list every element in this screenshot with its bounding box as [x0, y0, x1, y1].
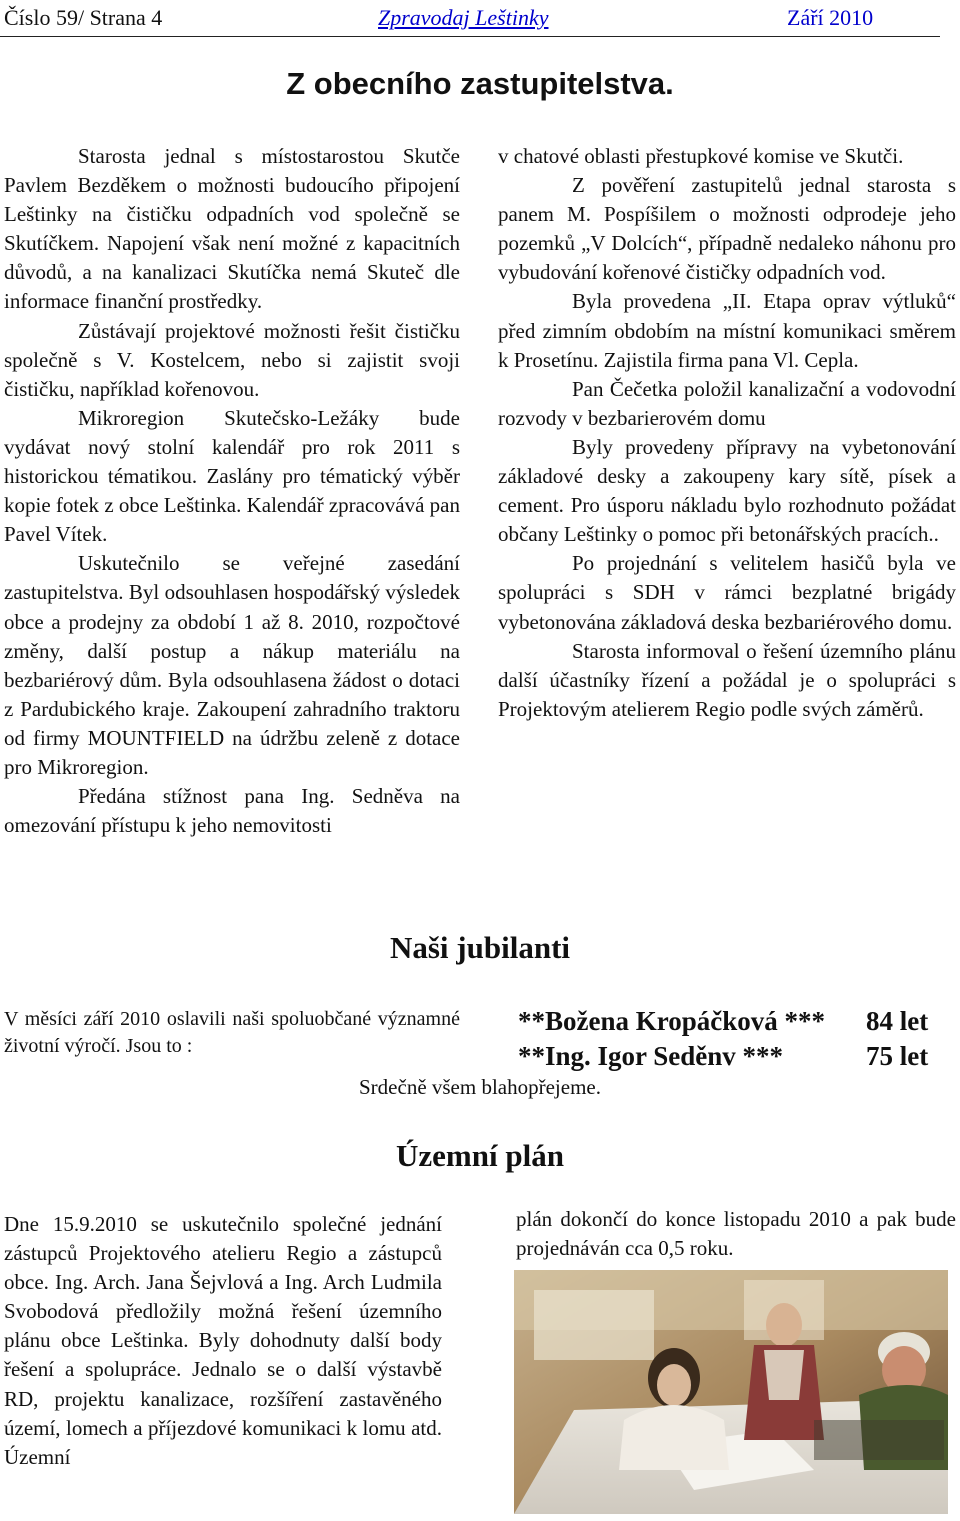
paragraph: Starosta informoval o řešení územního plánu další účastníky řízení a požádal je o spolupráci s Projektovým atelierem Regio podle svých záměrů. — [498, 638, 956, 721]
council-right-column — [498, 142, 956, 724]
section-title-council: Z obecního zastupitelstva. — [286, 66, 674, 101]
jubilant-age-2: 75 let — [866, 1041, 929, 1071]
paragraph: Starosta jednal s místostarostou Skutče Pavlem Bezděkem o možnosti budoucího připojení Leštinky na čističku odpadních vod společně se Skutíčkem. Napojení však není možné z kapacitních důvodů, a na kanalizaci Skutíčka nemá Skuteč dle informace finanční prostředky. — [4, 144, 460, 314]
page-header — [0, 0, 940, 37]
jubilant-name-2: **Ing. Igor Seděnv *** — [518, 1041, 784, 1071]
paragraph: Předána stížnost pana Ing. Sedněva na omezování přístupu k jeho nemovitosti — [4, 784, 460, 838]
newsletter-title[interactable]: Zpravodaj Leštinky — [378, 5, 549, 30]
jubilants-intro: V měsíci září 2010 oslavili naši spoluobčané významné životní výročí. Jsou to : — [4, 1008, 460, 1057]
council-left-column — [4, 142, 460, 840]
zoning-left-column — [4, 1210, 442, 1472]
paragraph: Dne 15.9.2010 se uskutečnilo společné jednání zástupců Projektového atelieru Regio a zástupců obce. Ing. Arch. Jana Šejvlová a Ing. Arch Ludmila Svobodová předložily možná řešení územního plánu obce Leštinka. Byly dohodnuty další body řešení a spolupráce. Jednalo se o další výstavbě RD, projektu kanalizace, rozšíření zastavěného území, lomech a příjezdové komunikaci k lomu atd. Územní — [4, 1212, 442, 1469]
paragraph: Byla provedena „II. Etapa oprav výtluků“ před zimním obdobím na místní komunikaci směrem k Prosetínu. Zajistila firma pana Vl. Cepla. — [498, 289, 956, 372]
paragraph: Byly provedeny přípravy na vybetonování základové desky a zakoupeny kary sítě, písek a cement. Pro úsporu nákladu bylo rozhodnuto požádat občany Leštinky o pomoc při betonářských pracích.. — [498, 434, 956, 547]
paragraph: Z pověření zastupitelů jednal starosta s panem M. Pospíšilem o možnosti odprodeje jeho pozemků „V Dolcích“, případně nedaleko náhonu pro vybudování kořenové čističky odpadních vod. — [498, 173, 956, 285]
congratulations: Srdečně všem blahopřejeme. — [359, 1075, 601, 1099]
zoning-right-column — [516, 1205, 956, 1263]
issue-date: Září 2010 — [787, 5, 874, 30]
section-title-jubilants: Naši jubilanti — [389, 930, 571, 965]
paragraph: Zůstávají projektové možnosti řešit čističku společně s V. Kostelcem, nebo si zajistit svoji čističku, například kořenovou. — [4, 318, 460, 401]
paragraph: Mikroregion Skutečsko-Ležáky bude vydávat nový stolní kalendář pro rok 2011 s historickou tématikou. Zaslány pro tématický výběr kopie fotek z obce Leštinka. Kalendář zpracovává pan Pavel Vítek. — [4, 405, 460, 547]
issue-number: Číslo 59/ Strana 4 — [4, 5, 163, 30]
paragraph: Po projednání s velitelem hasičů byla ve spolupráci s SDH v rámci bezplatné brigády vybetonována základová deska bezbariérového domu. — [498, 551, 956, 634]
paragraph: v chatové oblasti přestupkové komise ve Skutči. — [498, 144, 904, 168]
paragraph: plán dokončí do konce listopadu 2010 a pak bude projednáván cca 0,5 roku. — [516, 1207, 956, 1261]
jubilant-age-1: 84 let — [866, 1006, 929, 1036]
jubilant-name-1: **Božena Kropáčková *** — [518, 1006, 826, 1036]
meeting-photo — [514, 1270, 948, 1514]
paragraph: Uskutečnilo se veřejné zasedání zastupitelstva. Byl odsouhlasen hospodářský výsledek obce a prodejny za období 1 až 8. 2010, rozpočtové změny, další postup a nákup materiálu na bezbariérový dům. Byla odsouhlasena žádost o dotaci z Pardubického kraje. Zakoupení zahradního traktoru od firmy MOUNTFIELD na údržbu zeleně z dotace pro Mikroregion. — [4, 551, 460, 779]
section-title-zoning-plan: Územní plán — [396, 1138, 564, 1173]
paragraph: Pan Čečetka položil kanalizační a vodovodní rozvody v bezbarierovém domu — [498, 376, 956, 430]
